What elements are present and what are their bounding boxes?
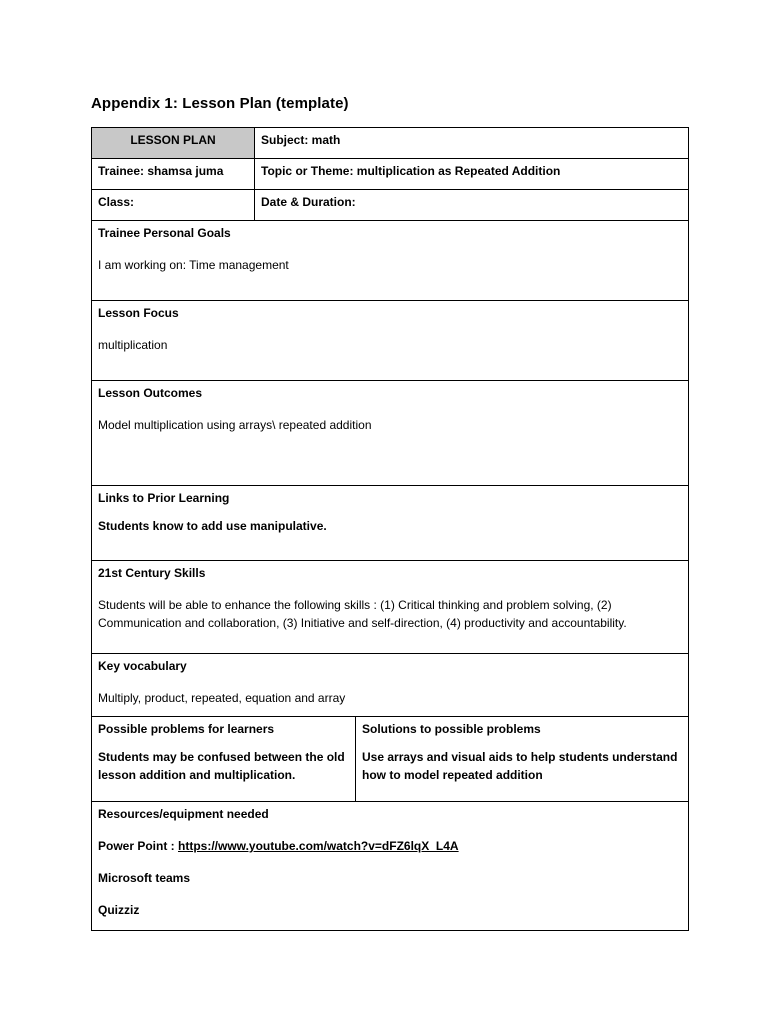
skills-row	[92, 561, 689, 654]
goals-title: Trainee Personal Goals	[98, 226, 231, 240]
powerpoint-label: Power Point :	[98, 839, 179, 853]
vocab-title: Key vocabulary	[98, 659, 187, 673]
goals-body: I am working on: Time management	[98, 258, 289, 272]
solutions-section	[356, 717, 689, 802]
skills-title: 21st Century Skills	[98, 566, 206, 580]
problems-title: Possible problems for learners	[98, 722, 275, 736]
trainee-cell: Trainee: shamsa juma	[92, 159, 255, 190]
topic-cell: Topic or Theme: multiplication as Repeated Addition	[255, 159, 689, 190]
resource-quizziz: Quizziz	[98, 903, 140, 917]
powerpoint-link[interactable]: https://www.youtube.com/watch?v=dFZ6lqX_L4A	[178, 839, 459, 853]
outcomes-section	[92, 381, 689, 486]
header-row-3	[92, 190, 689, 221]
resources-row	[92, 802, 689, 931]
focus-title: Lesson Focus	[98, 306, 179, 320]
date-duration-cell: Date & Duration:	[255, 190, 689, 221]
problems-solutions-row	[92, 717, 689, 802]
header-row-1	[92, 128, 689, 159]
prior-learning-section	[92, 486, 689, 561]
prior-learning-title: Links to Prior Learning	[98, 491, 230, 505]
prior-learning-body: Students know to add use manipulative.	[98, 519, 327, 533]
vocab-row	[92, 654, 689, 717]
goals-section	[92, 221, 689, 301]
solutions-title: Solutions to possible problems	[362, 722, 541, 736]
lesson-plan-table	[91, 127, 689, 931]
prior-learning-row	[92, 486, 689, 561]
outcomes-row	[92, 381, 689, 486]
goals-row	[92, 221, 689, 301]
vocab-section	[92, 654, 689, 717]
skills-body: Students will be able to enhance the following skills : (1) Critical thinking and problem solving, (2) Communication and collaboration, (3) Initiative and self-direction, (4) productivity and accountability.	[98, 598, 627, 630]
problems-body: Students may be confused between the old lesson addition and multiplication.	[98, 750, 345, 782]
focus-body: multiplication	[98, 338, 168, 352]
resource-microsoft-teams: Microsoft teams	[98, 871, 191, 885]
focus-section	[92, 301, 689, 381]
solutions-body: Use arrays and visual aids to help students understand how to model repeated addition	[362, 750, 678, 782]
vocab-body: Multiply, product, repeated, equation and array	[98, 691, 346, 705]
problems-section	[92, 717, 356, 802]
class-cell: Class:	[92, 190, 255, 221]
lesson-plan-label: LESSON PLAN	[92, 128, 255, 159]
skills-section	[92, 561, 689, 654]
focus-row	[92, 301, 689, 381]
outcomes-title: Lesson Outcomes	[98, 386, 203, 400]
powerpoint-line	[98, 837, 682, 855]
subject-cell: Subject: math	[255, 128, 689, 159]
resources-section	[92, 802, 689, 931]
resources-title: Resources/equipment needed	[98, 807, 269, 821]
document-title: Appendix 1: Lesson Plan (template)	[91, 95, 349, 112]
outcomes-body: Model multiplication using arrays\ repeated addition	[98, 418, 372, 432]
header-row-2	[92, 159, 689, 190]
